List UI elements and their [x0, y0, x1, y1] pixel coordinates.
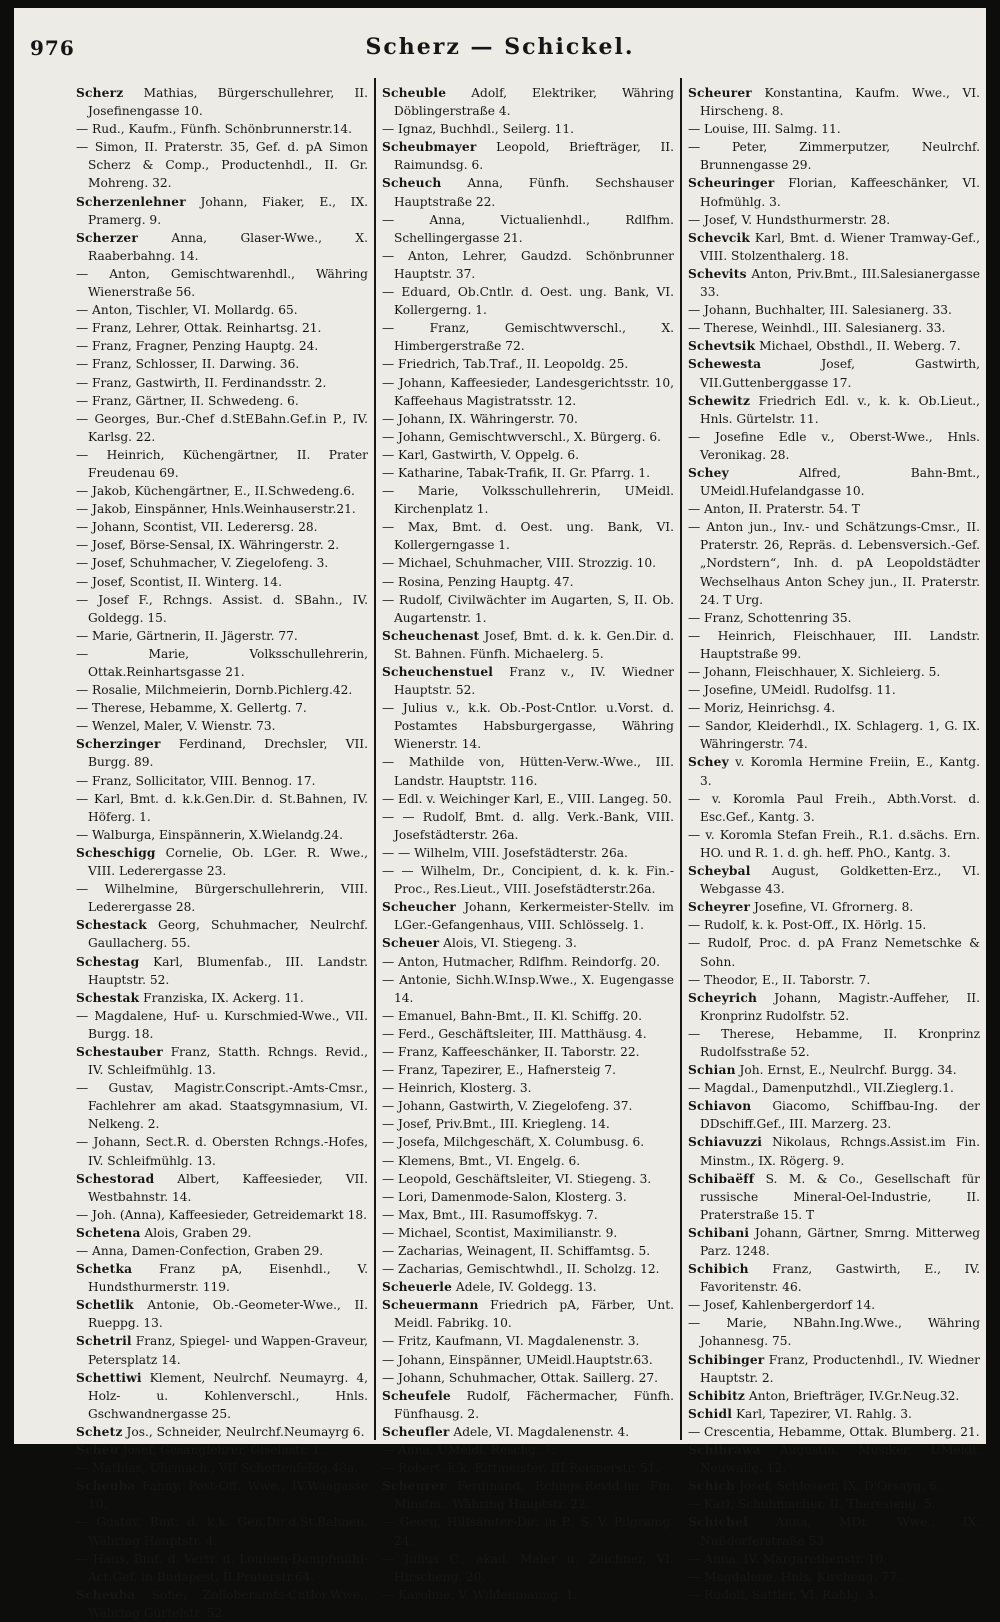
directory-entry: Schibani Johann, Gärtner, Smrng. Mitterweg Parz. 1248.: [688, 1225, 980, 1258]
entry-surname: Scherzenlehner: [76, 194, 186, 209]
directory-entry: — Marie, Gärtnerin, II. Jägerstr. 77.: [76, 628, 298, 643]
directory-entry: Scherz Mathias, Bürgerschullehrer, II. Josefinengasse 10.: [76, 86, 368, 119]
directory-entry: — Max, Bmt. d. Oest. ung. Bank, VI. Kollergerngasse 1.: [382, 520, 674, 553]
directory-entry: Schestack Georg, Schuhmacher, Neulrchf. Gaullacherg. 55.: [76, 918, 368, 951]
directory-entry: Scheybal August, Goldketten-Erz., VI. Webgasse 43.: [688, 864, 980, 897]
directory-entry: — Moriz, Heinrichsg. 4.: [688, 701, 836, 716]
directory-entry: — Crescentia, Hebamme, Ottak. Blumberg. 21.: [688, 1424, 980, 1439]
directory-entry: — Rudolf, Proc. d. pA Franz Nemetschke & Sohn.: [688, 936, 980, 969]
entry-surname: Schibaëff: [688, 1171, 755, 1186]
directory-entry: — — Wilhelm, VIII. Josefstädterstr. 26a.: [382, 845, 628, 860]
entry-surname: Schey: [688, 755, 729, 770]
directory-entry: Scheuchenstuel Franz v., IV. Wiedner Hauptstr. 52.: [382, 665, 674, 698]
directory-entry: — Josef, V. Hundsthurmerstr. 28.: [688, 212, 891, 227]
directory-entry: — Johann, Scontist, VII. Lederersg. 28.: [76, 520, 318, 535]
entry-surname: Schestack: [76, 918, 147, 933]
entry-surname: Scheuerle: [382, 1280, 453, 1295]
directory-entry: — Anton, Tischler, VI. Mollardg. 65.: [76, 303, 298, 318]
directory-entry: — Johann, Einspänner, UMeidl.Hauptstr.63.: [382, 1352, 653, 1367]
directory-entry: — Lori, Damenmode-Salon, Klosterg. 3.: [382, 1189, 627, 1204]
directory-entry: Schibitz Anton, Briefträger, IV.Gr.Neug.32.: [688, 1388, 960, 1403]
directory-entry: Scheuermann Friedrich pA, Färber, Unt. Meidl. Fabrikg. 10.: [382, 1298, 674, 1331]
directory-entry: — Eduard, Ob.Cntlr. d. Oest. ung. Bank, VI. Kollergerng. 1.: [382, 285, 674, 318]
directory-entry: — Josefine Edle v., Oberst-Wwe., Hnls. Veronikag. 28.: [688, 429, 980, 462]
directory-entry: — — Rudolf, Bmt. d. allg. Verk.-Bank, VIII. Josefstädterstr. 26a.: [382, 809, 674, 842]
directory-entry: Schey Alfred, Bahn-Bmt., UMeidl.Hufelandgasse 10.: [688, 465, 980, 499]
entry-surname: Schibrawa: [688, 1443, 761, 1458]
directory-entry: Schidl Karl, Tapezirer, VI. Rahlg. 3.: [688, 1406, 912, 1421]
directory-entry: Schestauber Franz, Statth. Rchngs. Revid., IV. Schleifmühlg. 13.: [76, 1044, 368, 1078]
directory-column-2: [382, 84, 674, 1602]
entry-surname: Scheucher: [382, 900, 456, 915]
entry-surname: Schich: [688, 1479, 736, 1494]
entry-surname: Scheurer: [382, 1479, 446, 1494]
directory-entry: — Johann, Fleischhauer, X. Sichleierg. 5.: [688, 665, 941, 679]
directory-entry: — Anton, Lehrer, Gaudzd. Schönbrunner Hauptstr. 37.: [382, 248, 674, 281]
directory-entry: — Rosina, Penzing Hauptg. 47.: [382, 574, 574, 589]
running-head: Scherz — Schickel.: [365, 34, 635, 60]
entry-surname: Schestag: [76, 954, 140, 969]
entry-surname: Scheschigg: [76, 845, 156, 860]
directory-entry: — Edl. v. Weichinger Karl, E., VIII. Langeg. 50.: [382, 791, 672, 806]
directory-entry: — Franz, Schottenring 35.: [688, 610, 852, 625]
directory-entry: — Karl, Schuhmacher, II. Theresieng. 5.: [688, 1497, 936, 1512]
directory-entry: — Katharine, Tabak-Trafik, II. Gr. Pfarrg. 1.: [382, 465, 650, 480]
directory-entry: — Anton, Gemischtwarenhdl., Währing Wienerstraße 56.: [76, 266, 368, 300]
entry-surname: Scheyrich: [688, 990, 758, 1005]
entry-surname: Schestorad: [76, 1171, 155, 1186]
directory-entry: — Joh. (Anna), Kaffeesieder, Getreidemarkt 18.: [76, 1207, 367, 1222]
directory-entry: — Emanuel, Bahn-Bmt., II. Kl. Schiffg. 20.: [382, 1008, 643, 1023]
directory-entry: — Ignaz, Buchhdl., Seilerg. 11.: [382, 122, 574, 137]
entry-surname: Schibinger: [688, 1352, 765, 1367]
entry-surname: Schibani: [688, 1225, 750, 1240]
directory-entry: — Franz, Fragner, Penzing Hauptg. 24.: [76, 339, 319, 354]
directory-entry: Scheyrer Josefine, VI. Gfrornerg. 8.: [688, 900, 914, 915]
directory-entry: — v. Koromla Paul Freih., Abth.Vorst. d. Esc.Gef., Kantg. 3.: [688, 791, 980, 824]
directory-entry: Schiavon Giacomo, Schiffbau-Ing. der DDschiff.Gef., III. Marzerg. 23.: [688, 1099, 980, 1132]
directory-entry: Schibinger Franz, Productenhdl., IV. Wiedner Hauptstr. 2.: [688, 1352, 980, 1385]
directory-entry: — Josef, Kahlenbergerdorf 14.: [688, 1298, 876, 1313]
entry-surname: Schey: [688, 465, 729, 480]
directory-entry: — Magdalene, Hnls. Kircheng. 77.: [688, 1569, 901, 1584]
directory-entry: — Hans, Bmt. d. Vertr. d. Louisen-Dampfmühl-Act.Gef. in Budapest, II.Praterstr.64.: [76, 1551, 368, 1584]
directory-entry: — Anna, Damen-Confection, Graben 29.: [76, 1244, 324, 1258]
directory-entry: Scherzer Anna, Glaser-Wwe., X. Raaberbahng. 14.: [76, 230, 368, 263]
directory-entry: — v. Koromla Stefan Freih., R.1. d.sächs. Ern. HO. und R. 1. d. gh. heff. PhO., Kantg. 3.: [688, 827, 980, 860]
directory-entry: — Johann, Gemischtwverschl., X. Bürgerg. 6.: [382, 429, 661, 444]
directory-entry: — Marie, Volksschullehrerin, UMeidl. Kirchenplatz 1.: [382, 484, 674, 517]
directory-entry: — Franz, Schlosser, II. Darwing. 36.: [76, 357, 300, 372]
directory-entry: Schibich Franz, Gastwirth, E., IV. Favoritenstr. 46.: [688, 1262, 980, 1295]
directory-entry: Schevtsik Michael, Obsthdl., II. Weberg. 7.: [688, 339, 961, 354]
entry-surname: Scheyrer: [688, 900, 751, 915]
directory-entry: — Karoline, V. Wildenmanng. 1.: [382, 1587, 578, 1602]
directory-column-1: [76, 84, 368, 1620]
directory-entry: — Simon, II. Praterstr. 35, Gef. d. pA Simon Scherz & Comp., Productenhdl., II. Gr. Mohreng. 32.: [76, 140, 368, 191]
directory-entry: — Jakob, Einspänner, Hnls.Weinhauserstr.21.: [76, 502, 356, 517]
directory-entry: — Therese, Hebamme, II. Kronprinz Rudolfsstraße 52.: [688, 1026, 980, 1059]
directory-entry: — Johann, Schuhmacher, Ottak. Saillerg. 27.: [382, 1370, 658, 1385]
directory-entry: Scheuringer Florian, Kaffeeschänker, VI. Hofmühlg. 3.: [688, 176, 980, 209]
directory-entry: — Anna, Victualienhdl., Rdlfhm. Schellingergasse 21.: [382, 212, 674, 245]
directory-entry: — Michael, Schuhmacher, VIII. Strozzig. 10.: [382, 556, 656, 571]
directory-entry: — Anton jun., Inv.- und Schätzungs-Cmsr., II. Praterstr. 26, Repräs. d. Lebensversich.-Gef. „Nordstern“, Inh. d. pA Leopoldstädter Wechselhaus Anton Schey jun., II. Praterstr. 24. T Urg.: [688, 520, 980, 607]
directory-entry: — Karl, Gastwirth, V. Oppelg. 6.: [382, 447, 580, 462]
directory-entry: Scheufele Rudolf, Fächermacher, Fünfh. Fünfhausg. 2.: [382, 1388, 674, 1421]
directory-entry: — Johann, Gastwirth, V. Ziegelofeng. 37.: [382, 1099, 633, 1114]
directory-entry: — Wilhelmine, Bürgerschullehrerin, VIII. Lederergasse 28.: [76, 882, 368, 915]
directory-entry: Scheuba Fanny, Post-Off. Wwe., IV.Waagasse 10.: [76, 1479, 368, 1512]
entry-surname: Scheubmayer: [382, 140, 477, 155]
directory-entry: Schevits Anton, Priv.Bmt., III.Salesianergasse 33.: [688, 266, 980, 300]
entry-surname: Scheuble: [382, 86, 447, 100]
entry-surname: Schevtsik: [688, 339, 756, 354]
directory-entry: — Mathias, Uhrmach., VII Schottenfeldg.48a.: [76, 1461, 359, 1476]
page-header: [14, 8, 986, 72]
entry-surname: Schestauber: [76, 1044, 163, 1059]
directory-entry: — Antonie, Sichh.W.Insp.Wwe., X. Eugengasse 14.: [382, 972, 674, 1005]
entry-surname: Schiavuzzi: [688, 1135, 763, 1150]
entry-surname: Scherz: [76, 86, 124, 100]
directory-entry: Schevcik Karl, Bmt. d. Wiener Tramway-Gef., VIII. Stolzenthalerg. 18.: [688, 230, 980, 263]
directory-entry: Schibrawa Augustin, Musiker, UMeidl. Neuwallg. 12.: [688, 1443, 980, 1476]
entry-surname: Schetka: [76, 1262, 133, 1277]
entry-surname: Schevcik: [688, 230, 751, 245]
directory-entry: — Zacharias, Weinagent, II. Schiffamtsg. 5.: [382, 1244, 651, 1258]
entry-surname: Schetena: [76, 1225, 141, 1240]
directory-entry: — Anna, UMeidl. Reschg. 7.: [382, 1443, 556, 1458]
entry-surname: Scheufler: [382, 1424, 450, 1439]
directory-entry: Scheubmayer Leopold, Briefträger, II. Raimundsg. 6.: [382, 140, 674, 173]
directory-entry: Schichel Anna, MDr. Wwe., IX. Nußdorferstraße 53.: [688, 1515, 980, 1548]
directory-entry: — Klemens, Bmt., VI. Engelg. 6.: [382, 1153, 581, 1168]
directory-entry: — Heinrich, Fleischhauer, III. Landstr. Hauptstraße 99.: [688, 628, 980, 661]
entry-surname: Schewesta: [688, 357, 762, 372]
entry-surname: Scheuermann: [382, 1298, 479, 1313]
directory-entry: — Leopold, Geschäftsleiter, VI. Stiegeng. 3.: [382, 1171, 652, 1186]
entry-surname: Scheybal: [688, 864, 751, 879]
entry-surname: Schian: [688, 1063, 736, 1078]
directory-entry: Schetlik Antonie, Ob.-Geometer-Wwe., II. Rueppg. 13.: [76, 1298, 368, 1331]
directory-entry: — Rudolf, Sattler, VI. Rahlg. 3.: [688, 1587, 878, 1602]
directory-entry: Schetril Franz, Spiegel- und Wappen-Graveur, Petersplatz 14.: [76, 1334, 368, 1367]
directory-entry: — Sandor, Kleiderhdl., IX. Schlagerg. 1, G. IX. Währingerstr. 74.: [688, 719, 980, 752]
directory-entry: — Franz, Gemischtwverschl., X. Himbergerstraße 72.: [382, 321, 674, 354]
entry-surname: Schevits: [688, 266, 747, 281]
entry-surname: Schichel: [688, 1515, 748, 1530]
entry-surname: Scheuchenstuel: [382, 665, 494, 679]
directory-entry: — Josef, Scontist, II. Winterg. 14.: [76, 574, 282, 589]
directory-entry: — Franz, Gastwirth, II. Ferdinandsstr. 2.: [76, 375, 327, 390]
directory-entry: Scherzinger Ferdinand, Drechsler, VII. Burgg. 89.: [76, 737, 368, 770]
directory-entry: — Therese, Weinhdl., III. Salesianerg. 33.: [688, 321, 946, 336]
directory-entry: — Therese, Hebamme, X. Gellertg. 7.: [76, 701, 307, 716]
entry-surname: Scheufele: [382, 1388, 451, 1403]
directory-entry: — Gustav, Bmt. d. k.k. Gen.Dir.d.St.Bahnen, Währing Hauptstr. 4.: [76, 1515, 368, 1548]
directory-entry: Scheucher Johann, Kerkermeister-Stellv. im LGer.-Gefangenhaus, VIII. Schlösselg. 1.: [382, 900, 674, 933]
directory-entry: — Heinrich, Klosterg. 3.: [382, 1081, 532, 1096]
directory-entry: — Johann, Buchhalter, III. Salesianerg. 33.: [688, 303, 952, 318]
entry-surname: Scheuer: [382, 936, 440, 951]
directory-entry: Scheyrich Johann, Magistr.-Auffeher, II. Kronprinz Rudolfstr. 52.: [688, 990, 980, 1023]
directory-entry: — Gustav, Magistr.Conscript.-Amts-Cmsr., Fachlehrer am akad. Staatsgymnasium, VI. Nelkeng. 2.: [76, 1081, 368, 1132]
entry-surname: Scheuba: [76, 1479, 136, 1494]
directory-entry: — Karl, Bmt. d. k.k.Gen.Dir. d. St.Bahnen, IV. Höferg. 1.: [76, 791, 368, 824]
entry-surname: Schetz: [76, 1424, 123, 1439]
entry-surname: Schiavon: [688, 1099, 752, 1114]
directory-entry: Schestag Karl, Blumenfab., III. Landstr. Hauptstr. 52.: [76, 954, 368, 987]
directory-entry: — Franz, Sollicitator, VIII. Bennog. 17.: [76, 773, 316, 788]
directory-entry: Scheuble Adolf, Elektriker, Währing Döblingerstraße 4.: [382, 86, 674, 119]
entry-surname: Scheuch: [382, 176, 442, 191]
directory-entry: — Franz, Kaffeeschänker, II. Taborstr. 22.: [382, 1044, 640, 1059]
directory-entry: — Johann, Sect.R. d. Obersten Rchngs.-Hofes, IV. Schleifmühlg. 13.: [76, 1135, 368, 1168]
entry-surname: Schetlik: [76, 1298, 134, 1313]
directory-entry: Schetka Franz pA, Eisenhdl., V. Hundsthurmerstr. 119.: [76, 1262, 368, 1295]
directory-entry: — Josef, Priv.Bmt., III. Kriegleng. 14.: [382, 1117, 610, 1132]
entry-surname: Schestak: [76, 990, 140, 1005]
entry-surname: Scheuchenast: [382, 628, 480, 643]
directory-entry: — Magdalene, Huf- u. Kurschmied-Wwe., VII. Burgg. 18.: [76, 1008, 368, 1041]
directory-entry: — Josef F., Rchngs. Assist. d. SBahn., IV. Goldegg. 15.: [76, 592, 368, 625]
directory-entry: Schetena Alois, Graben 29.: [76, 1225, 252, 1240]
directory-entry: — Julius v., k.k. Ob.-Post-Cntlor. u.Vorst. d. Postamtes Habsburgergasse, Währing Wienerstr. 14.: [382, 701, 674, 752]
directory-entry: — Michael, Scontist, Maximilianstr. 9.: [382, 1225, 618, 1240]
directory-entry: — Anton, II. Praterstr. 54. T: [688, 502, 860, 517]
directory-entry: Schettiwi Klement, Neulrchf. Neumayrg. 4, Holz- u. Kohlenverschl., Hnls. Gschwandnergasse 25.: [76, 1370, 368, 1421]
directory-entry: — — Wilhelm, Dr., Concipient, d. k. k. Fin.-Proc., Res.Lieut., VIII. Josefstädterstr.26a.: [382, 864, 674, 897]
directory-entry: Schewesta Josef, Gastwirth, VII.Guttenberggasse 17.: [688, 357, 980, 390]
directory-entry: Scheurer Konstantina, Kaufm. Wwe., VI. Hirscheng. 8.: [688, 86, 980, 119]
directory-entry: — Wenzel, Maler, V. Wienstr. 73.: [76, 719, 276, 734]
directory-entry: Schewitz Friedrich Edl. v., k. k. Ob.Lieut., Hnls. Gürtelstr. 11.: [688, 393, 980, 426]
directory-entry: Schetz Jos., Schneider, Neulrchf.Neumayrg 6.: [76, 1424, 365, 1439]
directory-entry: — Rudolf, Civilwächter im Augarten, S, II. Ob. Augartenstr. 1.: [382, 592, 674, 625]
directory-entry: — Josefine, UMeidl. Rudolfsg. 11.: [688, 683, 896, 698]
entry-surname: Schewitz: [688, 393, 751, 408]
directory-entry: — Louise, III. Salmg. 11.: [688, 122, 841, 137]
directory-entry: Schibaëff S. M. & Co., Gesellschaft für russische Mineral-Oel-Industrie, II. Praterstraße 15. T: [688, 1171, 980, 1222]
entry-surname: Schetril: [76, 1334, 132, 1349]
entry-surname: Schettiwi: [76, 1370, 142, 1385]
entry-surname: Scheurer: [688, 86, 752, 100]
directory-entry: Schey v. Koromla Hermine Freiin, E., Kantg. 3.: [688, 755, 980, 788]
directory-entry: Scheuerle Adele, IV. Goldegg. 13.: [382, 1280, 597, 1295]
directory-entry: Scherzenlehner Johann, Fiaker, E., IX. Pramerg. 9.: [76, 194, 368, 227]
directory-entry: Scheurer Ferdinand, Rchngs.Revid.im Fin. Minstm., Währing Hauptstr. 22.: [382, 1479, 674, 1512]
directory-entry: Schiavuzzi Nikolaus, Rchngs.Assist.im Fin. Minstm., IX. Rögerg. 9.: [688, 1135, 980, 1168]
directory-entry: — Franz, Lehrer, Ottak. Reinhartsg. 21.: [76, 321, 322, 336]
directory-entry: — Anton, Hutmacher, Rdlfhm. Reindorfg. 20.: [382, 954, 660, 969]
entry-surname: Scherzer: [76, 230, 138, 245]
directory-entry: — Fritz, Kaufmann, VI. Magdalenenstr. 3.: [382, 1334, 640, 1349]
entry-surname: Scheu: [76, 1443, 119, 1458]
directory-entry: — Jakob, Küchengärtner, E., II.Schwedeng.6.: [76, 484, 355, 499]
entry-surname: Scheuringer: [688, 176, 775, 191]
entry-surname: Schibitz: [688, 1388, 746, 1403]
directory-entry: Schian Joh. Ernst, E., Neulrchf. Burgg. 34.: [688, 1063, 957, 1078]
directory-page: [14, 8, 986, 1620]
directory-entry: Scheuer Alois, VI. Stiegeng. 3.: [382, 936, 577, 951]
directory-entry: — Johann, IX. Währingerstr. 70.: [382, 411, 578, 426]
directory-entry: — Mathilde von, Hütten-Verw.-Wwe., III. Landstr. Hauptstr. 116.: [382, 755, 674, 788]
directory-entry: Scheu Josef, Gesanglehrer, Giselastr. 1.: [76, 1443, 324, 1458]
directory-entry: Scheuchenast Josef, Bmt. d. k. k. Gen.Dir. d. St. Bahnen. Fünfh. Michaelerg. 5.: [382, 628, 674, 661]
directory-entry: — Marie, NBahn.Ing.Wwe., Währing Johannesg. 75.: [688, 1316, 980, 1349]
directory-entry: Schich Josef, Schlosser, IX. D'Orsayg. 6.: [688, 1479, 941, 1494]
directory-entry: — Josef, Schuhmacher, V. Ziegelofeng. 3.: [76, 556, 329, 571]
directory-entry: — Peter, Zimmerputzer, Neulrchf. Brunnengasse 29.: [688, 140, 980, 173]
directory-entry: — Robert, k.k. Rittmeister, III.Reisnerstr. 51.: [382, 1461, 660, 1476]
directory-entry: — Rosalie, Milchmeierin, Dornb.Pichlerg.42.: [76, 683, 353, 698]
directory-entry: Schestak Franziska, IX. Ackerg. 11.: [76, 990, 304, 1005]
entry-surname: Scherzinger: [76, 737, 161, 752]
directory-column-3: [688, 84, 980, 1602]
directory-entry: — Johann, Kaffeesieder, Landesgerichtsstr. 10, Kaffeehaus Magistratsstr. 12.: [382, 375, 674, 408]
directory-entry: Scheuch Anna, Fünfh. Sechshauser Hauptstraße 22.: [382, 176, 674, 209]
directory-entry: — Franz, Tapezirer, E., Hafnersteig 7.: [382, 1063, 617, 1078]
directory-entry: — Theodor, E., II. Taborstr. 7.: [688, 972, 871, 987]
directory-entry: Scheuba Sofie, Zolloberamts-Cntlor.Wwe., Währing Gürtelstr. 52.: [76, 1587, 368, 1620]
directory-entry: — Walburga, Einspännerin, X.Wielandg.24.: [76, 827, 344, 842]
entry-surname: Schidl: [688, 1406, 733, 1421]
directory-entry: — Josefa, Milchgeschäft, X. Columbusg. 6.: [382, 1135, 645, 1150]
page-number: 976: [30, 36, 75, 60]
columns: [14, 84, 986, 1620]
directory-entry: — Georg, Hilfsämter-Dir. in P., S, V. Pilgramg. 24.: [382, 1515, 674, 1548]
directory-entry: — Julius C., akad. Maler u. Zeichner, VI. Hirscheng. 20.: [382, 1551, 674, 1584]
directory-entry: — Ferd., Geschäftsleiter, III. Matthäusg. 4.: [382, 1026, 647, 1041]
directory-entry: Scheschigg Cornelie, Ob. LGer. R. Wwe., VIII. Lederergasse 23.: [76, 845, 368, 879]
directory-entry: — Rudolf, k. k. Post-Off., IX. Hörlg. 15.: [688, 918, 927, 933]
directory-entry: — Georges, Bur.-Chef d.StEBahn.Gef.in P., IV. Karlsg. 22.: [76, 411, 368, 444]
directory-entry: — Rud., Kaufm., Fünfh. Schönbrunnerstr.14.: [76, 122, 353, 137]
entry-surname: Schibich: [688, 1262, 749, 1277]
directory-entry: — Marie, Volksschullehrerin, Ottak.Reinhartsgasse 21.: [76, 646, 368, 679]
entry-surname: Scheuba: [76, 1587, 136, 1602]
directory-entry: — Friedrich, Tab.Traf., II. Leopoldg. 25.: [382, 357, 629, 372]
directory-entry: — Magdal., Damenputzhdl., VII.Zieglerg.1.: [688, 1081, 954, 1096]
directory-entry: — Franz, Gärtner, II. Schwedeng. 6.: [76, 393, 299, 408]
directory-entry: Schestorad Albert, Kaffeesieder, VII. Westbahnstr. 14.: [76, 1171, 368, 1204]
directory-entry: — Anna, IV. Margarethenstr. 10.: [688, 1551, 888, 1566]
directory-entry: — Heinrich, Küchengärtner, II. Prater Freudenau 69.: [76, 447, 368, 480]
directory-entry: — Zacharias, Gemischtwhdl., II. Scholzg. 12.: [382, 1262, 660, 1277]
directory-entry: — Josef, Börse-Sensal, IX. Währingerstr. 2.: [76, 538, 340, 553]
directory-entry: Scheufler Adele, VI. Magdalenenstr. 4.: [382, 1424, 630, 1439]
directory-entry: — Max, Bmt., III. Rasumoffskyg. 7.: [382, 1207, 598, 1222]
